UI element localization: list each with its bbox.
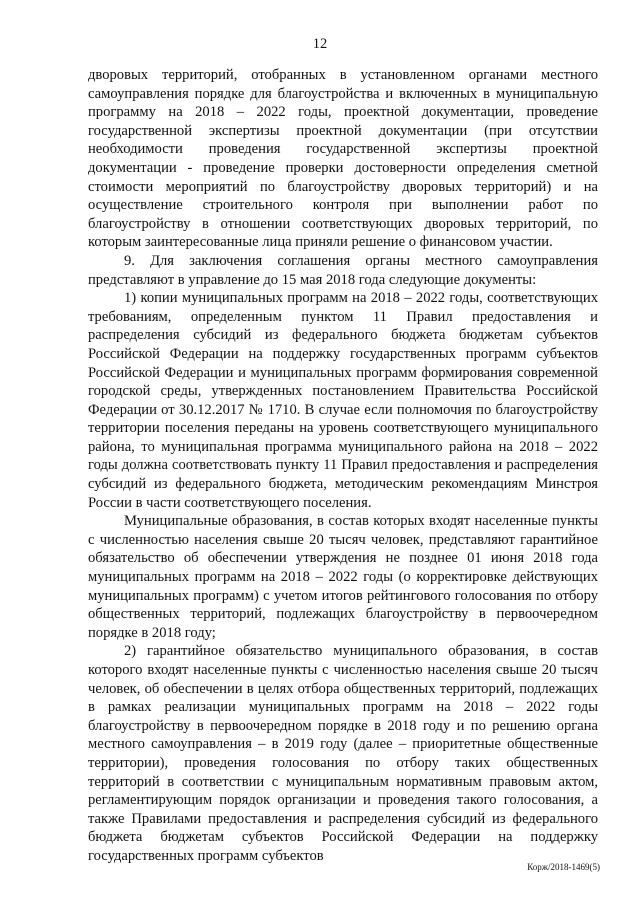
paragraph-municipal-formations: Муниципальные образования, в состав которых входят населенные пункты с численностью населения свыше 20 тысяч человек, представляют гарантийное обязательство об обеспечении утверждения не позднее 01 июня 2018 года муниципальных программ на 2018 – 2022 годы (о корректировке действующих муниципальных программ) с учетом итогов рейтингового голосования по отбору общественных территорий, подлежащих благоустройству в первоочередном порядке в 2018 году; bbox=[88, 513, 598, 641]
paragraph-item-9: 9. Для заключения соглашения органы местного самоуправления представляют в управление до 15 мая 2018 года следующие документы: bbox=[88, 252, 598, 288]
paragraph-continuation: дворовых территорий, отобранных в установленном органами местного самоуправления порядке для благоустройства и включенных в муниципальную программу на 2018 – 2022 годы, проектной документации, проведение государственной экспертизы проектной документации (при отсутствии необходимости проведения государственной экспертизы проектной документации - проведение проверки достоверности определения сметной стоимости мероприятий по благоустройству дворовых территорий) и на осуществление строительного контроля при выполнении работ по благоустройству в отношении соответствующих дворовых территорий, по которым заинтересованные лица приняли решение о финансовом участии. bbox=[88, 67, 598, 251]
document-body bbox=[88, 66, 598, 866]
page-number: 12 bbox=[312, 36, 328, 52]
paragraph-subitem-1: 1) копии муниципальных программ на 2018 – 2022 годы, соответствующих требованиям, определенным пунктом 11 Правил предоставления и распределения субсидий из федерального бюджета бюджетам субъектов Российской Федерации на поддержку государственных программ субъектов Российской Федерации и муниципальных программ формирования современной городской среды, утвержденных постановлением Правительства Российской Федерации от 30.12.2017 № 1710. В случае если полномочия по благоустройству территории поселения переданы на уровень соответствующего муниципального района, то муниципальная программа муниципального района на 2018 – 2022 годы должна соответствовать пункту 11 Правил предоставления и распределения субсидий из федерального бюджета, методическим рекомендациям Минстроя России в части соответствующего поселения. bbox=[88, 290, 598, 511]
footer-document-code: Корж/2018-1469(5) bbox=[527, 862, 600, 872]
paragraph-subitem-2: 2) гарантийное обязательство муниципального образования, в состав которого входят населенные пункты с численностью населения свыше 20 тысяч человек, об обеспечении в целях отбора общественных территорий, подлежащих в рамках реализации муниципальных программ на 2018 – 2022 годы благоустройству в первоочередном порядке в 2018 году и по решению органа местного самоуправления – в 2019 году (далее – приоритетные общественные территории), проведения голосования по отбору таких общественных территорий в соответствии с муниципальным нормативным правовым актом, регламентирующим порядок организации и проведения такого голосования, а также Правилами предоставления и распределения субсидий из федерального бюджета бюджетам субъектов Российской Федерации на поддержку государственных программ субъектов bbox=[88, 643, 598, 864]
